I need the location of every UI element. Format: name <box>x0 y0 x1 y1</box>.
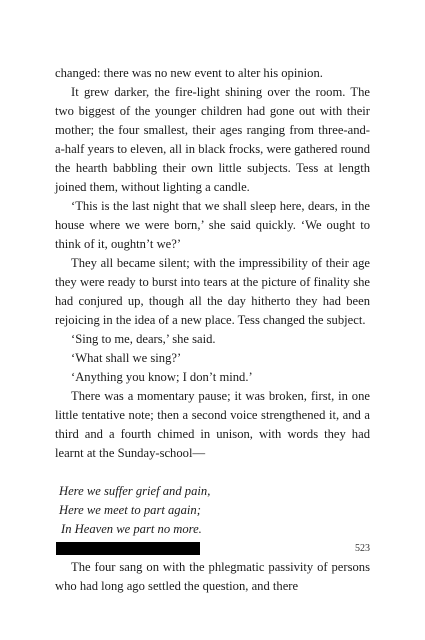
body-text <box>55 64 370 596</box>
paragraph: There was a momentary pause; it was broken, first, in one little tentative note; then a second voice strengthened it, and a third and a fourth chimed in unison, with words they had learnt at the Sunday-school— <box>55 389 370 460</box>
page-number: 523 <box>355 543 370 554</box>
redaction-bar <box>56 542 200 555</box>
paragraph: ‘What shall we sing?’ <box>71 351 182 365</box>
verse-line: In Heaven we part no more. <box>61 522 202 536</box>
paragraph: ‘Sing to me, dears,’ she said. <box>71 332 216 346</box>
paragraph: ‘This is the last night that we shall sleep here, dears, in the house where we were born,’ she said quickly. ‘We ought to think of it, oughtn’t we?’ <box>55 199 370 251</box>
verse-line: Here we suffer grief and pain, <box>59 484 211 498</box>
paragraph: It grew darker, the fire-light shining over the room. The two biggest of the younger children had gone out with their mother; the four smallest, their ages ranging from three-and-a-half years to eleven, all in black frocks, were gathered round the hearth babbling their own little subjects. Tess at length joined them, without lighting a candle. <box>55 85 370 194</box>
paragraph: changed: there was no new event to alter his opinion. <box>55 66 323 80</box>
paragraph: The four sang on with the phlegmatic passivity of persons who had long ago settled the question, and there <box>55 560 370 593</box>
hymn-verse <box>55 482 370 539</box>
paragraph: They all became silent; with the impressibility of their age they were ready to burst into tears at the picture of finality she had conjured up, though all the day hitherto they had been rejoicing in the idea of a new place. Tess changed the subject. <box>55 256 370 327</box>
paragraph: ‘Anything you know; I don’t mind.’ <box>71 370 253 384</box>
verse-line: Here we meet to part again; <box>59 503 201 517</box>
